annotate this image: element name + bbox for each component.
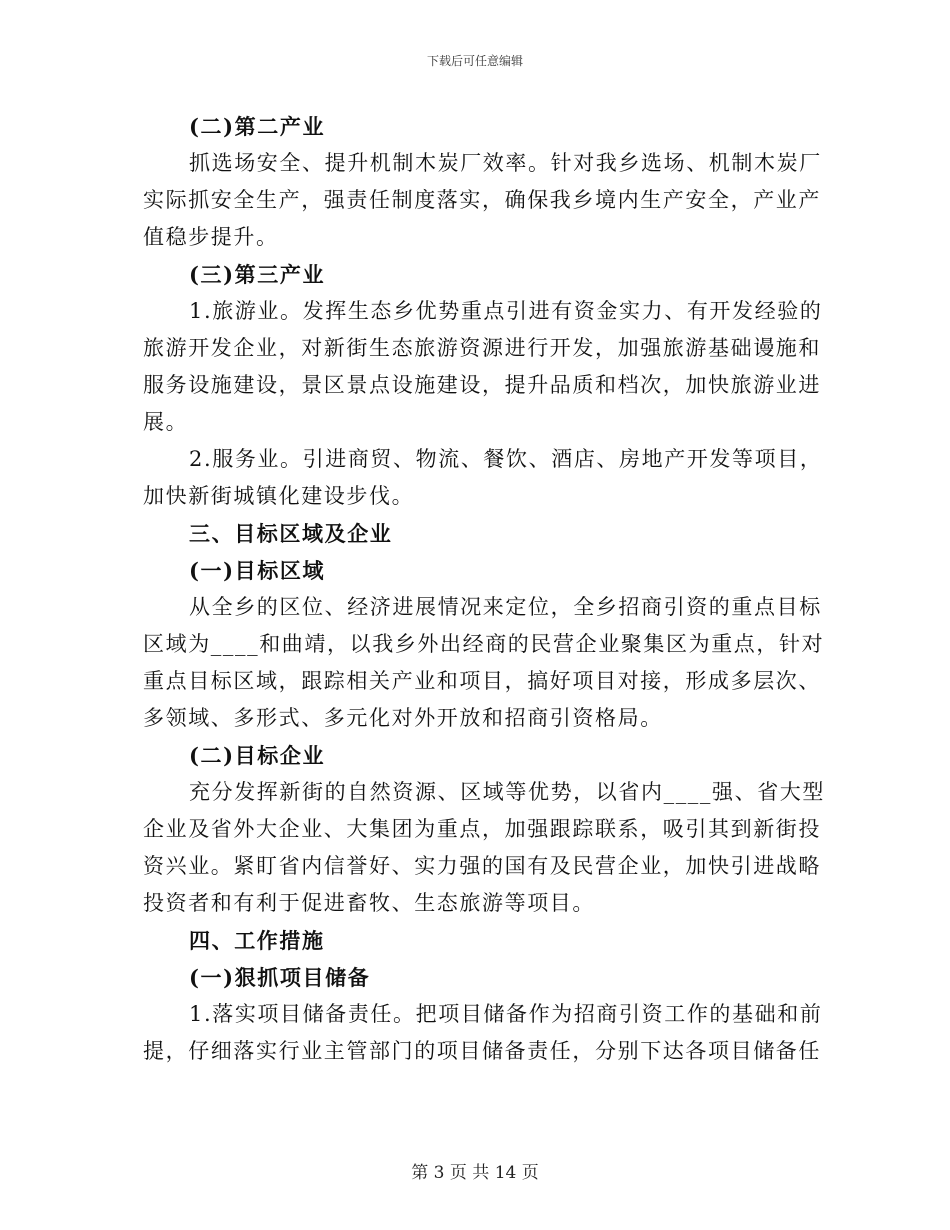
paragraph-line: 抓选场安全、提升机制木炭厂效率。针对我乡选场、机制木炭厂: [189, 151, 822, 175]
paragraph-line: 企业及省外大企业、大集团为重点，加强跟踪联系，吸引其到新街投: [143, 817, 821, 841]
paragraph-line: 重点目标区域，跟踪相关产业和项目，搞好项目对接，形成多层次、: [143, 669, 821, 693]
section-heading: 四、工作措施: [189, 928, 325, 953]
paragraph-line: 1.落实项目储备责任。把项目储备作为招商引资工作的基础和前: [189, 1002, 823, 1026]
section-heading: 三、目标区域及企业: [189, 521, 393, 546]
page-number: 第 3 页 共 14 页: [411, 1163, 539, 1183]
paragraph-line: 展。: [143, 410, 189, 434]
paragraph-line: 提，仔细落实行业主管部门的项目储备责任，分别下达各项目储备任: [143, 1039, 821, 1063]
section-heading: (二)第二产业: [189, 114, 326, 139]
paragraph-line: 投资者和有利于促进畜牧、生态旅游等项目。: [143, 891, 595, 915]
section-heading: (二)目标企业: [189, 743, 326, 768]
paragraph-line: 实际抓安全生产，强责任制度落实，确保我乡境内生产安全，产业产: [143, 188, 821, 212]
paragraph-line: 资兴业。紧盯省内信誉好、实力强的国有及民营企业，加快引进战略: [143, 854, 821, 878]
section-heading: (一)狠抓项目储备: [189, 965, 371, 990]
paragraph-line: 1.旅游业。发挥生态乡优势重点引进有资金实力、有开发经验的: [189, 299, 823, 323]
paragraph-line: 从全乡的区位、经济进展情况来定位，全乡招商引资的重点目标: [189, 595, 822, 619]
paragraph-line: 值稳步提升。: [143, 225, 279, 249]
header-note: 下载后可任意编辑: [426, 54, 523, 68]
paragraph-line: 服务设施建设，景区景点设施建设，提升品质和档次，加快旅游业进: [143, 373, 821, 397]
section-heading: (一)目标区域: [189, 558, 326, 583]
section-heading: (三)第三产业: [189, 262, 326, 287]
paragraph-line: 区域为____和曲靖，以我乡外出经商的民营企业聚集区为重点，针对: [143, 632, 825, 656]
paragraph-line: 旅游开发企业，对新街生态旅游资源进行开发，加强旅游基础谩施和: [143, 336, 821, 360]
paragraph-line: 2.服务业。引进商贸、物流、餐饮、酒店、房地产开发等项目，: [189, 447, 823, 471]
paragraph-line: 加快新街城镇化建设步伐。: [143, 484, 415, 508]
paragraph-line: 多领域、多形式、多元化对外开放和招商引资格局。: [143, 706, 663, 730]
document-body: [143, 108, 825, 1070]
paragraph-line: 充分发挥新街的自然资源、区域等优势，以省内____强、省大型: [189, 780, 825, 804]
